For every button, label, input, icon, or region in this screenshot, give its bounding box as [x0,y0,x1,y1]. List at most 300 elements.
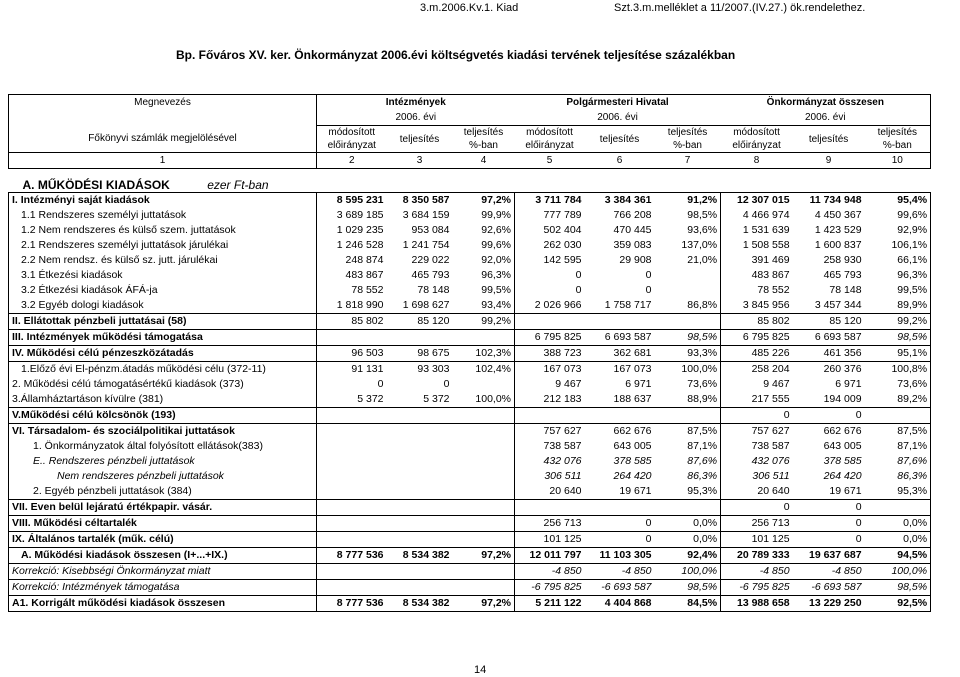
cell-value: 12 307 015 [721,193,793,209]
cell-value: 92,0% [481,254,512,266]
cell-value [453,580,515,596]
cell-value [453,424,515,440]
cell-value: 98,5% [865,580,931,596]
cell-value: 21,0% [687,254,718,266]
cell-value: 100,8% [865,362,931,378]
cell-value: 66,1% [865,253,931,268]
subcol-pct-2: teljesítés %-ban [655,126,721,153]
budget-table [8,94,931,612]
cell-value: 502 404 [515,223,585,238]
cell-value [453,408,515,424]
row-label: 2. Működési célú támogatásértékű kiadások (373) [9,377,317,392]
cell-value [515,408,585,424]
cell-value: 465 793 [823,269,862,281]
cell-value: 2 026 966 [515,298,585,314]
cell-value: 98,5% [655,580,721,596]
col-number: 6 [585,153,655,169]
cell-value: 662 676 [585,424,655,440]
cell-value: 102,4% [453,362,515,378]
cell-value [655,408,721,424]
cell-value [317,330,387,346]
cell-value: 757 627 [721,424,793,440]
cell-value: 662 676 [793,424,865,440]
row-label: VIII. Működési céltartalék [9,516,317,532]
cell-value: 1 241 754 [402,239,450,251]
table-row [9,564,931,580]
cell-value: 101 125 [721,532,793,548]
cell-value: 99,2% [453,314,515,330]
cell-value [585,408,655,424]
cell-value [317,484,387,500]
cell-value: 188 637 [613,393,652,405]
cell-value: 87,6% [687,455,718,467]
table-row [9,516,931,532]
cell-value: 4 404 868 [585,596,655,612]
cell-value: 78 552 [317,283,387,298]
row-label: 3.2 Egyéb dologi kiadások [9,298,317,314]
subcol-pct-1: teljesítés %-ban [453,126,515,153]
cell-value: 260 376 [793,362,865,378]
cell-value: 256 713 [721,516,793,532]
cell-value [317,532,387,548]
cell-value: 461 356 [793,346,865,362]
cell-value: 167 073 [585,362,655,378]
cell-value [317,564,387,580]
cell-value: 3 684 159 [402,209,450,221]
cell-value: 101 125 [515,532,585,548]
cell-value [317,424,387,440]
col-number: 7 [655,153,721,169]
cell-value: 97,2% [453,596,515,612]
cell-value: 11 734 948 [793,193,865,209]
year-intezmenyek: 2006. évi [395,112,437,123]
cell-value [655,268,721,283]
cell-value: 11 103 305 [585,548,655,564]
cell-value: 1 029 235 [317,223,387,238]
header-row-groups [9,95,931,111]
cell-value: 93 303 [387,362,453,378]
col-fokonyvi: Főkönyvi számlák megjelölésével [9,126,317,153]
header-right-ref: Szt.3.m.melléklet a 11/2007.(IV.27.) ök.rendelethez. [614,2,866,14]
cell-value: 0,0% [865,516,931,532]
cell-value: 643 005 [823,440,862,452]
row-label: 1.Előző évi El-pénzm.átadás működési célu (372-11) [9,362,317,378]
header-row-numbers [9,153,931,169]
cell-value [453,469,515,484]
row-label: 3.2 Étkezési kiadások ÁFÁ-ja [9,283,317,298]
cell-value: 85 802 [721,314,793,330]
cell-value: 89,9% [865,298,931,314]
cell-value: 6 795 825 [721,330,793,346]
cell-value: 432 076 [515,454,585,469]
subcol-mod-3: módosított előirányzat [721,126,793,153]
cell-value: 8 777 536 [317,596,387,612]
row-label: Korrekció: Intézmények támogatása [9,580,317,596]
cell-value [655,283,721,298]
cell-value: 0 [793,408,865,424]
cell-value: 470 445 [613,224,652,236]
cell-value: 1 758 717 [604,299,652,311]
cell-value [387,532,453,548]
table-row [9,408,931,424]
table-row [9,238,931,253]
cell-value: 9 467 [515,377,585,392]
row-label: 2.1 Rendszeres személyi juttatások járulékai [9,238,317,253]
table-row [9,253,931,268]
row-label: E.. Rendszeres pénzbeli juttatások [9,454,317,469]
table-row [9,484,931,500]
table-row [9,596,931,612]
cell-value: 8 534 382 [387,596,453,612]
cell-value: 98 675 [387,346,453,362]
cell-value: 258 930 [823,254,862,266]
cell-value [865,500,931,516]
cell-value [387,564,453,580]
cell-value: 88,9% [687,393,718,405]
row-label: II. Ellátottak pénzbeli juttatásai (58) [9,314,317,330]
table-row [9,392,931,408]
cell-value: 8 595 231 [317,193,387,209]
cell-value: 84,5% [655,596,721,612]
cell-value: 0 [585,532,655,548]
row-label: 1. Önkormányzatok által folyósított ellátások(383) [9,439,317,454]
row-label: 1.2 Nem rendszeres és külső szem. juttatások [9,223,317,238]
cell-value: 106,1% [865,238,931,253]
cell-value: 0 [515,268,585,283]
cell-value: 91 131 [317,362,387,378]
header-row-subcols [9,126,931,153]
cell-value: 1 600 837 [814,239,862,251]
cell-value: 738 587 [515,439,585,454]
cell-value: 766 208 [613,209,652,221]
table-row [9,193,931,209]
table-row [9,330,931,346]
cell-value: 378 585 [823,455,862,467]
cell-value: 5 372 [423,393,450,405]
cell-value: 264 420 [823,470,862,482]
cell-value: 738 587 [721,439,793,454]
cell-value [655,314,721,330]
cell-value: 0 [793,500,865,516]
cell-value: 73,6% [687,378,718,390]
table-row [9,314,931,330]
cell-value [585,500,655,516]
cell-value: 100,0% [655,362,721,378]
cell-value: 93,3% [655,346,721,362]
table-row [9,362,931,378]
cell-value: 194 009 [823,393,862,405]
cell-value: 100,0% [475,393,512,405]
cell-value [317,580,387,596]
cell-value: 6 971 [625,378,652,390]
row-label: 1.1 Rendszeres személyi juttatások [9,208,317,223]
cell-value: 95,1% [865,346,931,362]
cell-value: 465 793 [411,269,450,281]
cell-value [387,439,453,454]
cell-value: 137,0% [681,239,718,251]
cell-value: 78 148 [829,284,862,296]
cell-value: -4 850 [585,564,655,580]
cell-value: 86,3% [687,470,718,482]
cell-value: 92,5% [865,596,931,612]
cell-value: 1 508 558 [721,238,793,253]
cell-value: 5 372 [317,392,387,408]
cell-value: 20 789 333 [721,548,793,564]
cell-value: 102,3% [453,346,515,362]
cell-value [453,377,515,392]
col-number: 8 [721,153,793,169]
cell-value: 99,2% [865,314,931,330]
cell-value: 1 818 990 [317,298,387,314]
cell-value: 87,5% [655,424,721,440]
cell-value: -6 693 587 [793,580,865,596]
table-row [9,223,931,238]
header-left-ref: 3.m.2006.Kv.1. Kiad [420,2,519,14]
cell-value: 73,6% [865,377,931,392]
cell-value: 0 [443,378,450,390]
cell-value: 0 [721,500,793,516]
subcol-pct-3: teljesítés %-ban [865,126,931,153]
col-group-intezmenyek: Intézmények [317,95,515,111]
row-label: VII. Even belül lejáratú értékpapir. vásár. [9,500,317,516]
col-number: 2 [317,153,387,169]
cell-value [317,408,387,424]
cell-value: 0 [317,377,387,392]
cell-value: -6 693 587 [585,580,655,596]
cell-value: 86,3% [865,469,931,484]
cell-value: 92,4% [655,548,721,564]
cell-value: 6 971 [835,378,862,390]
cell-value: 258 204 [721,362,793,378]
cell-value: 6 693 587 [793,330,865,346]
cell-value: 87,5% [865,424,931,440]
cell-value [317,516,387,532]
col-number: 5 [515,153,585,169]
cell-value: 20 640 [515,484,585,500]
cell-value [453,439,515,454]
cell-value: 89,2% [865,392,931,408]
cell-value [387,580,453,596]
cell-value: 3 845 956 [721,298,793,314]
row-label: III. Intézmények működési támogatása [9,330,317,346]
cell-value: 93,4% [481,299,512,311]
cell-value: 92,9% [865,223,931,238]
cell-value [317,500,387,516]
row-label: I. Intézményi saját kiadások [9,193,317,209]
cell-value [317,469,387,484]
col-number: 10 [865,153,931,169]
subcol-mod-1: módosított előirányzat [317,126,387,153]
table-row [9,580,931,596]
page-number: 14 [474,664,487,676]
col-number: 9 [793,153,865,169]
row-label: 3.Államháztartáson kívülre (381) [9,392,317,408]
cell-value: 0 [645,284,652,296]
cell-value: -6 795 825 [515,580,585,596]
cell-value: 0 [515,283,585,298]
table-row [9,500,931,516]
cell-value [453,484,515,500]
cell-value: 97,2% [453,548,515,564]
row-label: 3.1 Étkezési kiadások [9,268,317,283]
cell-value: 483 867 [721,268,793,283]
cell-value: 217 555 [721,392,793,408]
cell-value: 0 [793,532,865,548]
cell-value: 96,3% [865,268,931,283]
cell-value: 3 457 344 [814,299,862,311]
cell-value: 212 183 [515,392,585,408]
cell-value: 4 450 367 [814,209,862,221]
cell-value: 87,1% [687,440,718,452]
cell-value: 0 [645,269,652,281]
cell-value [387,469,453,484]
cell-value: 643 005 [613,440,652,452]
cell-value [515,314,585,330]
cell-value: 99,6% [865,208,931,223]
table-row [9,469,931,484]
page-title: Bp. Főváros XV. ker. Önkormányzat 2006.évi költségvetés kiadási tervének teljesítése százalékban [176,48,736,62]
col-group-onkormanyzat: Önkormányzat összesen [721,95,931,111]
cell-value: 98,5% [687,209,718,221]
row-label: A. Működési kiadások összesen (I+...+IX.) [9,548,317,564]
subcol-telj-3: teljesítés [793,126,865,153]
cell-value [387,500,453,516]
cell-value: 98,5% [655,330,721,346]
cell-value: 142 595 [515,253,585,268]
cell-value [387,408,453,424]
cell-value: 19 637 687 [793,548,865,564]
cell-value: 362 681 [585,346,655,362]
table-row [9,424,931,440]
cell-value: 20 640 [721,484,793,500]
subcol-telj-1: teljesítés [387,126,453,153]
cell-value: 167 073 [515,362,585,378]
cell-value: 306 511 [721,469,793,484]
cell-value: 29 908 [619,254,652,266]
cell-value: 953 084 [411,224,450,236]
table-row [9,283,931,298]
cell-value: 100,0% [655,564,721,580]
row-label: V.Működési célú kölcsönök (193) [9,408,317,424]
cell-value: 98,5% [865,330,931,346]
cell-value [387,454,453,469]
cell-value [453,516,515,532]
cell-value [453,532,515,548]
cell-value: 99,9% [481,209,512,221]
section-a-row [9,169,931,193]
cell-value: 95,3% [865,484,931,500]
cell-value [865,408,931,424]
cell-value: 13 229 250 [793,596,865,612]
cell-value: 6 693 587 [585,330,655,346]
cell-value: 1 423 529 [814,224,862,236]
cell-value: 86,8% [687,299,718,311]
cell-value: 777 789 [515,208,585,223]
col-group-polgarmesteri: Polgármesteri Hivatal [515,95,721,111]
cell-value: 13 988 658 [721,596,793,612]
subcol-telj-2: teljesítés [585,126,655,153]
cell-value: 19 671 [829,485,862,497]
cell-value: 19 671 [619,485,652,497]
cell-value [387,330,453,346]
cell-value: 256 713 [515,516,585,532]
cell-value: 485 226 [721,346,793,362]
cell-value: 95,4% [865,193,931,209]
cell-value: 8 534 382 [387,548,453,564]
cell-value: 78 552 [721,283,793,298]
cell-value [387,484,453,500]
cell-value: 388 723 [515,346,585,362]
cell-value: 5 211 122 [515,596,585,612]
cell-value: 432 076 [721,454,793,469]
cell-value: 378 585 [613,455,652,467]
cell-value: 359 083 [613,239,652,251]
col-number: 1 [9,153,317,169]
cell-value: 483 867 [317,268,387,283]
cell-value [453,564,515,580]
cell-value: 85 120 [387,314,453,330]
cell-value: 99,6% [481,239,512,251]
cell-value: -6 795 825 [721,580,793,596]
row-label: 2.2 Nem rendsz. és külső sz. jutt. járulékai [9,253,317,268]
cell-value: 96,3% [481,269,512,281]
cell-value: 100,0% [865,564,931,580]
row-label: 2. Egyéb pénzbeli juttatások (384) [9,484,317,500]
year-onkormanyzat: 2006. évi [721,110,931,126]
cell-value: 85 120 [793,314,865,330]
row-label: VI. Társadalom- és szociálpolitikai juttatások [9,424,317,440]
col-number: 3 [387,153,453,169]
table-row [9,346,931,362]
cell-value: 0,0% [865,532,931,548]
cell-value: 757 627 [515,424,585,440]
table-row [9,268,931,283]
cell-value: 3 384 361 [585,193,655,209]
cell-value: 1 698 627 [402,299,450,311]
cell-value: 87,1% [865,439,931,454]
cell-value: 0,0% [655,516,721,532]
cell-value: 94,5% [865,548,931,564]
col-number: 4 [453,153,515,169]
cell-value: 0,0% [655,532,721,548]
row-label: Korrekció: Kisebbségi Önkormányzat miatt [9,564,317,580]
cell-value [655,500,721,516]
cell-value [453,454,515,469]
cell-value: 1 531 639 [721,223,793,238]
cell-value [387,516,453,532]
cell-value: -4 850 [515,564,585,580]
cell-value: 306 511 [515,469,585,484]
cell-value: 99,5% [865,283,931,298]
table-row [9,454,931,469]
cell-value: 8 777 536 [317,548,387,564]
cell-value: 85 802 [317,314,387,330]
subcol-mod-2: módosított előirányzat [515,126,585,153]
cell-value [453,500,515,516]
cell-value: 96 503 [317,346,387,362]
cell-value: -4 850 [721,564,793,580]
row-label: IX. Általános tartalék (műk. célú) [9,532,317,548]
cell-value: 97,2% [453,193,515,209]
cell-value: 0 [793,516,865,532]
cell-value: 264 420 [613,470,652,482]
cell-value: 229 022 [411,254,450,266]
section-a-unit: ezer Ft-ban [207,178,269,192]
table-row [9,208,931,223]
cell-value: 3 711 784 [515,193,585,209]
cell-value [317,439,387,454]
cell-value [317,454,387,469]
